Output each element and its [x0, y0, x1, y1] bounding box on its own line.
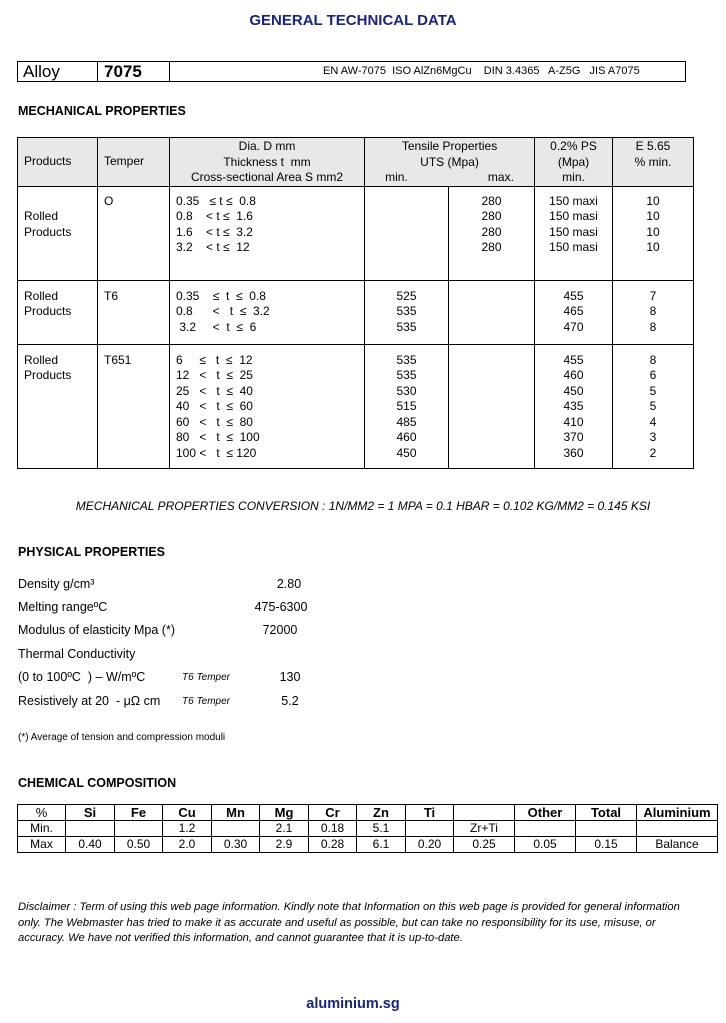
cell-line: O [104, 193, 114, 208]
header-products: Products [18, 138, 98, 187]
cell-line: 0.8 < t ≤ 1.6 [176, 209, 253, 223]
chem-cell: 0.40 [66, 837, 115, 853]
chem-cell: 1.2 [163, 821, 212, 837]
cell-line [104, 415, 163, 431]
conversion-note: MECHANICAL PROPERTIES CONVERSION : 1N/MM2 = 1 MPA = 0.1 HBAR = 0.102 KG/MM2 = 0.145 KSI [75, 499, 651, 513]
cell-line: 6 [649, 368, 657, 382]
chem-cell: Total [576, 805, 637, 821]
chem-cell [115, 821, 163, 837]
chem-cell [66, 821, 115, 837]
header-line: Cross-sectional Area S mm2 [190, 170, 344, 184]
cell-line: 1.6 < t ≤ 3.2 [176, 224, 253, 239]
cell-line: 8 [649, 304, 657, 318]
cell-line: 80 < t ≤ 100 [176, 430, 260, 444]
cell-line: 60 < t ≤ 80 [176, 414, 253, 429]
cell-line: 535 [396, 319, 417, 334]
cell-line: 460 [396, 430, 417, 444]
cell-line: 100 < t ≤ 120 [176, 445, 257, 460]
cell-line [104, 384, 163, 400]
cell-line [104, 240, 163, 256]
cell-line: 3.2 < t ≤ 12 [176, 240, 250, 254]
cell-line: T6 [104, 288, 119, 303]
cell-line [24, 399, 91, 415]
cell-line: 150 maxi [549, 193, 598, 208]
uts-min-cell [365, 344, 449, 468]
cell-line: 8 [649, 319, 657, 334]
chem-cell: Zr+Ti [454, 821, 515, 837]
chem-cell: Fe [115, 805, 163, 821]
cell-line: 3.2 < t ≤ 6 [176, 319, 257, 334]
cell-line: 2 [649, 445, 657, 460]
header-dimensions [170, 138, 365, 187]
products-cell [18, 344, 98, 468]
chemical-min-row [18, 821, 718, 837]
chem-cell: 0.30 [212, 837, 260, 853]
header-elongation [613, 138, 694, 187]
cell-line: 12 < t ≤ 25 [176, 368, 253, 382]
temper-cell [98, 280, 170, 344]
uts-min-cell [365, 280, 449, 344]
chem-cell: Mn [212, 805, 260, 821]
physical-heading: PHYSICAL PROPERTIES [18, 545, 166, 559]
header-line: Thickness t mm [223, 154, 311, 169]
header-line: (Mpa) [557, 154, 590, 169]
mechanical-heading: MECHANICAL PROPERTIES [18, 104, 186, 118]
cell-line: 485 [396, 414, 417, 429]
modulus-label: Modulus of elasticity Mpa (*) [18, 623, 176, 637]
alloy-label: Alloy [23, 62, 60, 81]
cell-line: 7 [649, 288, 657, 303]
cell-line: 360 [563, 445, 584, 460]
proof-stress-cell [535, 344, 613, 468]
header-tensile [365, 138, 535, 187]
density-value: 2.80 [276, 577, 302, 591]
chem-cell: 0.05 [515, 837, 576, 853]
thermal-temper: T6 Temper [182, 672, 230, 683]
footer-site[interactable]: aluminium.sg [306, 996, 400, 1012]
chem-cell: Min. [18, 821, 66, 837]
cell-line [104, 225, 163, 241]
chemical-heading: CHEMICAL COMPOSITION [18, 776, 177, 790]
mechanical-table [17, 137, 694, 469]
cell-line: 515 [396, 399, 417, 413]
modulus-value: 72000 [262, 623, 298, 637]
cell-line [451, 446, 532, 462]
cell-line: Rolled [24, 209, 59, 223]
cell-line: 525 [396, 288, 417, 303]
header-proof-stress [535, 138, 613, 187]
cell-line: 465 [563, 304, 584, 318]
dimension-cell [170, 280, 365, 344]
chem-cell: 6.1 [357, 837, 406, 853]
chem-cell: 0.18 [309, 821, 357, 837]
cell-line [24, 240, 91, 256]
uts-max-cell [449, 344, 535, 468]
chem-cell: 0.28 [309, 837, 357, 853]
products-cell [18, 186, 98, 280]
cell-line: 530 [396, 383, 417, 398]
chem-cell: 0.15 [576, 837, 637, 853]
dimension-cell [170, 186, 365, 280]
uts-max-cell [449, 186, 535, 280]
cell-line: Products [24, 304, 72, 318]
chem-cell: Balance [637, 837, 718, 853]
cell-line [104, 368, 163, 384]
cell-line: 150 masi [549, 240, 598, 254]
cell-line [24, 194, 91, 210]
cell-line [451, 430, 532, 446]
alloy-code: 7075 [104, 62, 142, 81]
cell-line: 435 [563, 399, 584, 413]
chem-cell: % [18, 805, 66, 821]
chem-cell: 0.50 [115, 837, 163, 853]
cell-line: Rolled [24, 352, 59, 367]
cell-line: 40 < t ≤ 60 [176, 399, 253, 413]
elongation-cell [613, 280, 694, 344]
alloy-divider [169, 61, 170, 82]
chem-cell: Other [515, 805, 576, 821]
cell-line: 280 [481, 209, 502, 223]
chem-cell [406, 821, 454, 837]
chem-cell: 0.25 [454, 837, 515, 853]
header-line [365, 170, 534, 186]
chem-cell: Si [66, 805, 115, 821]
resistivity-label: Resistively at 20 - μΩ cm [18, 694, 161, 708]
cell-line: 6 ≤ t ≤ 12 [176, 352, 253, 367]
cell-line: 10 [646, 209, 660, 223]
cell-line: 0.35 ≤ t ≤ 0.8 [176, 193, 256, 208]
melting-value: 475-6300 [254, 600, 308, 614]
alloy-standards: EN AW-7075 ISO AlZn6MgCu DIN 3.4365 A-Z5G JIS A7075 [323, 65, 640, 77]
cell-line: 5 [649, 399, 657, 413]
melting-label: Melting rangeºC [18, 600, 108, 614]
mechanical-group-row [18, 186, 694, 280]
cell-line: T651 [104, 352, 132, 367]
resistivity-value: 5.2 [281, 694, 299, 708]
cell-line [451, 289, 532, 305]
cell-line [367, 209, 446, 225]
alloy-divider [97, 61, 98, 82]
chem-cell [454, 805, 515, 821]
footnote: (*) Average of tension and compression moduli [18, 732, 226, 743]
chem-cell: Cr [309, 805, 357, 821]
page-title: GENERAL TECHNICAL DATA [249, 12, 457, 29]
proof-stress-cell [535, 280, 613, 344]
cell-line [451, 353, 532, 369]
cell-line: 150 masi [549, 224, 598, 239]
cell-line: 370 [563, 430, 584, 444]
cell-line [451, 304, 532, 320]
header-line: Tensile Properties [401, 139, 498, 153]
elongation-cell [613, 186, 694, 280]
mechanical-header-row [18, 138, 694, 187]
uts-max-cell [449, 280, 535, 344]
cell-line [367, 225, 446, 241]
header-temper: Temper [98, 138, 170, 187]
cell-line: 5 [649, 383, 657, 398]
cell-line [104, 320, 163, 336]
products-cell [18, 280, 98, 344]
cell-line: 535 [396, 352, 417, 367]
cell-line: 10 [646, 193, 660, 208]
chem-cell: 0.20 [406, 837, 454, 853]
header-line: 0.2% PS [550, 139, 597, 153]
chem-cell [212, 821, 260, 837]
chem-cell: Max [18, 837, 66, 853]
cell-line: 280 [481, 224, 502, 239]
header-line: Dia. D mm [238, 139, 296, 153]
cell-line: 25 < t ≤ 40 [176, 383, 253, 398]
cell-line: 460 [563, 368, 584, 382]
cell-line: 455 [563, 288, 584, 303]
cell-line: 3 [649, 430, 657, 444]
cell-line [451, 368, 532, 384]
density-label: Density g/cm³ [18, 577, 95, 591]
cell-line: 410 [563, 414, 584, 429]
cell-line: 535 [396, 304, 417, 318]
chem-cell: Aluminium [637, 805, 718, 821]
cell-line: 450 [396, 445, 417, 460]
cell-line: 8 [649, 352, 657, 367]
cell-line [104, 430, 163, 446]
cell-line: 450 [563, 383, 584, 398]
cell-line [24, 415, 91, 431]
chem-cell [637, 821, 718, 837]
cell-line [104, 304, 163, 320]
chem-cell [515, 821, 576, 837]
cell-line: 10 [646, 240, 660, 254]
header-tensile-max: max. [487, 170, 514, 184]
cell-line [104, 399, 163, 415]
cell-line: 150 masi [549, 209, 598, 223]
chem-cell: 2.9 [260, 837, 309, 853]
cell-line: 0.8 < t ≤ 3.2 [176, 304, 270, 318]
elongation-cell [613, 344, 694, 468]
resistivity-temper: T6 Temper [182, 696, 230, 707]
cell-line [104, 446, 163, 462]
cell-line: Products [24, 224, 72, 239]
cell-line [24, 320, 91, 336]
cell-line: Rolled [24, 288, 59, 303]
cell-line [367, 240, 446, 256]
temper-cell [98, 186, 170, 280]
cell-line [24, 384, 91, 400]
uts-min-cell [365, 186, 449, 280]
cell-line: 280 [481, 240, 502, 254]
chem-cell: Cu [163, 805, 212, 821]
cell-line: 4 [649, 414, 657, 429]
temper-cell [98, 344, 170, 468]
chem-cell: Mg [260, 805, 309, 821]
cell-line: 10 [646, 224, 660, 239]
proof-stress-cell [535, 186, 613, 280]
cell-line [104, 209, 163, 225]
disclaimer: Disclaimer : Term of using this web page information. Kindly note that Information on this web page is provided for general information only. The Webmaster has tried to make it as accurate and useful as possible, but can take no responsibility for its use, misuse, or accuracy. We have not verified this information, and cannot guarantee that it is up-to-date. [18, 901, 680, 944]
chemical-header-row [18, 805, 718, 821]
chemical-max-row [18, 837, 718, 853]
chem-cell: Zn [357, 805, 406, 821]
thermal-value: 130 [279, 670, 301, 684]
cell-line: 0.35 ≤ t ≤ 0.8 [176, 288, 266, 303]
cell-line [451, 415, 532, 431]
cell-line [451, 320, 532, 336]
header-line: UTS (Mpa) [420, 154, 479, 169]
cell-line: 455 [563, 352, 584, 367]
cell-line: 280 [481, 193, 502, 208]
header-line: % min. [634, 154, 672, 169]
cell-line [367, 194, 446, 210]
cell-line [451, 384, 532, 400]
chemical-table [17, 804, 718, 853]
dimension-cell [170, 344, 365, 468]
header-line: E 5.65 [635, 139, 671, 153]
header-tensile-min: min. [385, 170, 408, 184]
chem-cell [576, 821, 637, 837]
cell-line [451, 399, 532, 415]
chem-cell: 5.1 [357, 821, 406, 837]
chem-cell: 2.0 [163, 837, 212, 853]
cell-line [24, 446, 91, 462]
cell-line: Products [24, 368, 72, 382]
thermal-label: Thermal Conductivity [18, 647, 136, 661]
mechanical-group-row [18, 344, 694, 468]
chem-cell: Ti [406, 805, 454, 821]
chem-cell: 2.1 [260, 821, 309, 837]
mechanical-group-row [18, 280, 694, 344]
cell-line [24, 430, 91, 446]
cell-line: 535 [396, 368, 417, 382]
cell-line: 470 [563, 319, 584, 334]
thermal-range-label: (0 to 100ºC ) – W/mºC [18, 670, 146, 684]
header-line: min. [562, 170, 585, 184]
